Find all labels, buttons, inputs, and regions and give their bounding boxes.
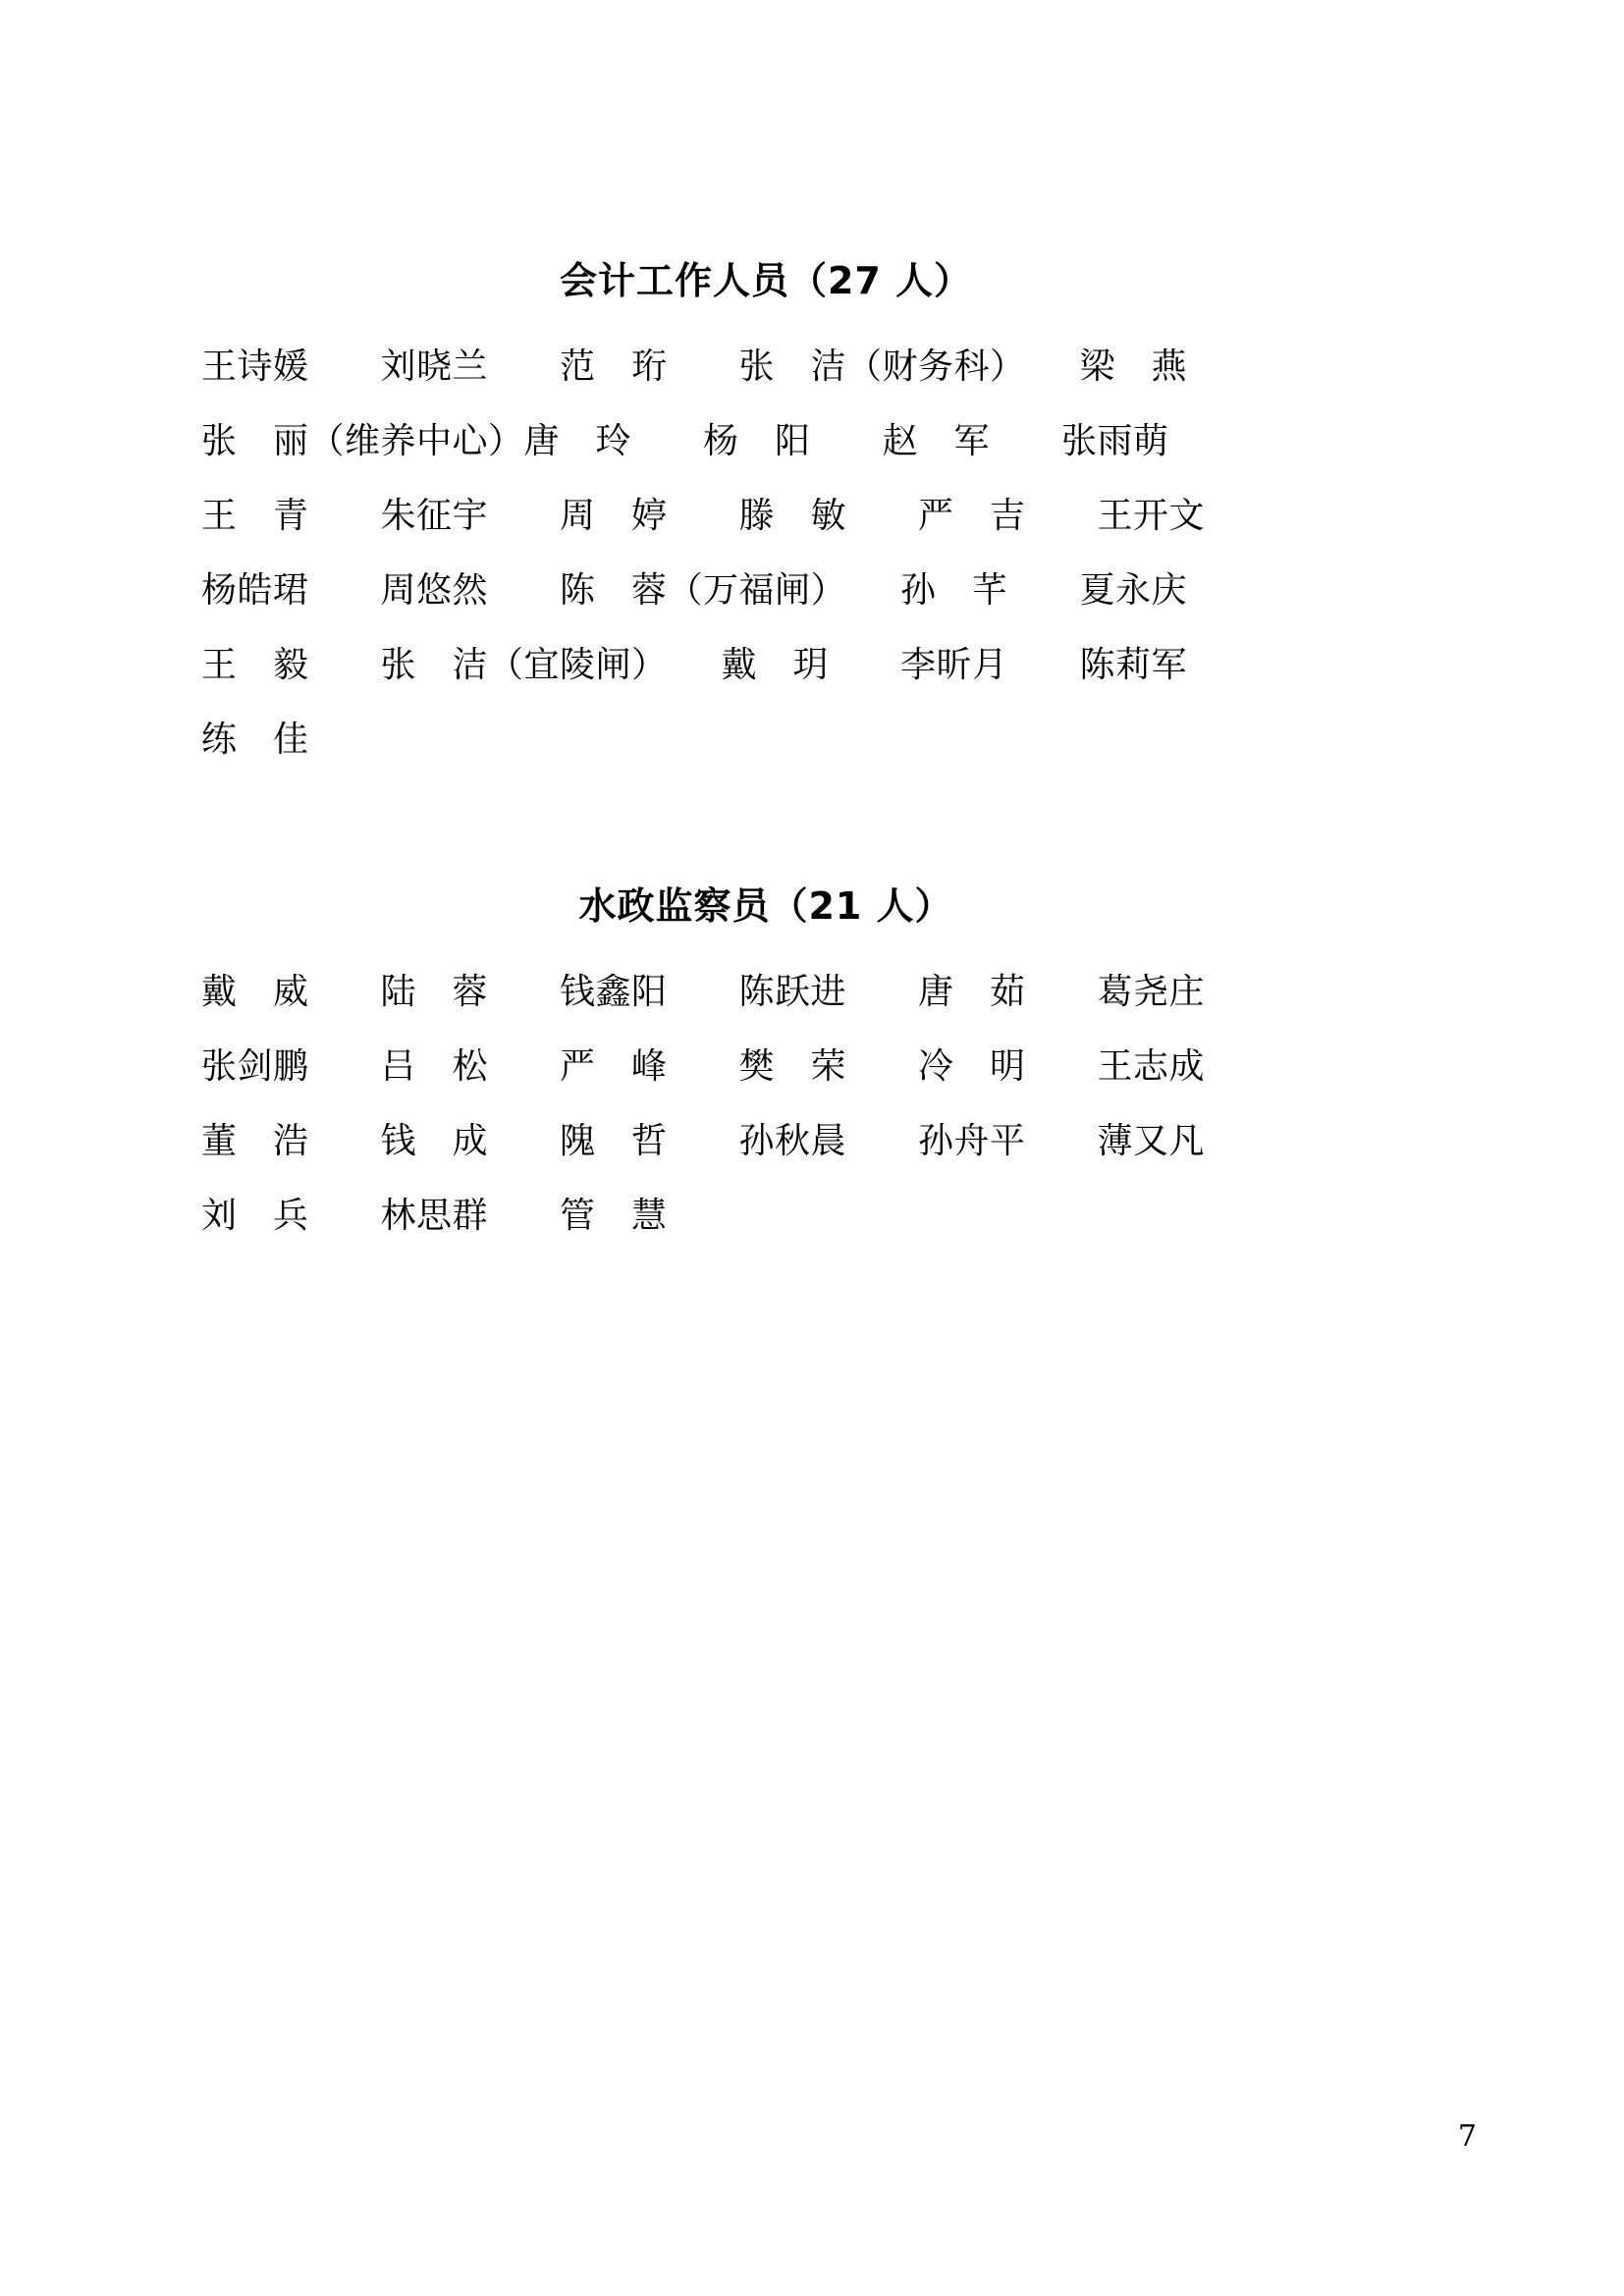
page-number: 7 bbox=[1457, 2119, 1477, 2154]
section-title-water-inspectors: 水政监察员（21 人） bbox=[578, 884, 953, 928]
name-row: 王 青 朱征宇 周 婷 滕 敏 严 吉 王开文 bbox=[201, 496, 1206, 536]
name-row: 董 浩 钱 成 隗 哲 孙秋晨 孙舟平 薄又凡 bbox=[201, 1121, 1206, 1161]
name-row: 刘 兵 林思群 管 慧 bbox=[201, 1196, 668, 1236]
section-spacer bbox=[201, 777, 1321, 876]
name-row: 王 毅 张 洁（宜陵闸） 戴 玥 李昕月 陈莉军 bbox=[201, 645, 1188, 685]
name-row: 练 佳 bbox=[201, 720, 309, 760]
section-accounting-staff bbox=[201, 250, 1321, 777]
name-row: 戴 威 陆 蓉 钱鑫阳 陈跃进 唐 茹 葛尧庄 bbox=[201, 972, 1206, 1012]
name-row: 张剑鹏 吕 松 严 峰 樊 荣 冷 明 王志成 bbox=[201, 1046, 1206, 1087]
section-title-accounting-staff: 会计工作人员（27 人） bbox=[559, 259, 973, 302]
section-water-inspectors bbox=[201, 876, 1321, 1254]
name-row: 杨皓珺 周悠然 陈 蓉（万福闸） 孙 芊 夏永庆 bbox=[201, 570, 1188, 611]
name-row: 王诗媛 刘晓兰 范 珩 张 洁（财务科） 梁 燕 bbox=[201, 347, 1188, 387]
name-row: 张 丽（维养中心）唐 玲 杨 阳 赵 军 张雨萌 bbox=[201, 421, 1169, 461]
document-body bbox=[201, 250, 1321, 1254]
